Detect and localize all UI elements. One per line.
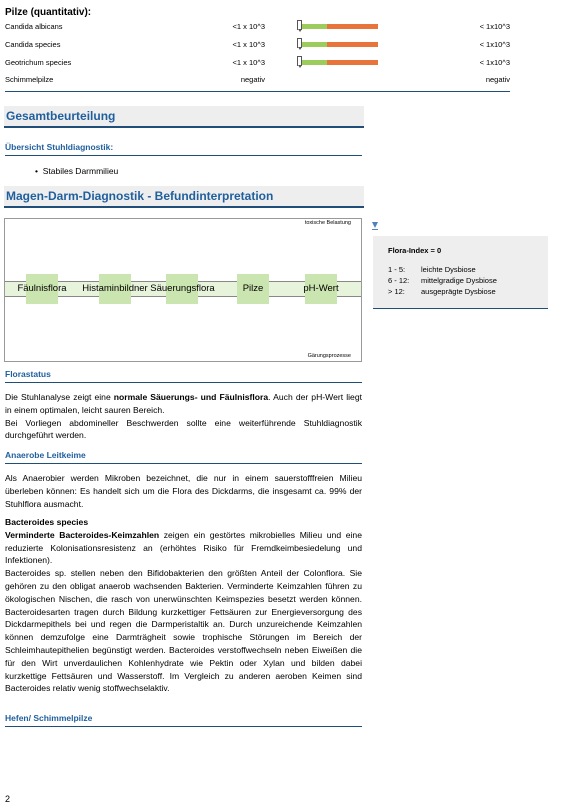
row-name: Schimmelpilze	[5, 75, 54, 84]
page-number: 2	[5, 794, 11, 804]
marker-icon	[297, 38, 302, 48]
magen-darm-title: Magen-Darm-Diagnostik - Befundinterpretation	[4, 186, 364, 208]
anaerobe-paragraph: Als Anaerobier werden Mikroben bezeichnet, die nur in einem sauerstofffreien Milieu überleben können: Es handelt sich um die Flora des Dickdarms, die insgesamt ca. 99% der Stuhlflora ausmacht.	[5, 473, 362, 509]
row-name: Candida species	[5, 40, 61, 49]
florastatus-paragraph: Die Stuhlanalyse zeigt eine normale Säuerungs- und Fäulnisflora. Auch der pH-Wert liegt in einem optimalen, leicht sauren Bereich. Bei Vorliegen abdomineller Beschwerden sollte eine weiterführende Stuhldiagnostik durchgeführt werden.	[5, 392, 362, 441]
bullet-text: Stabiles Darmmilieu	[42, 166, 119, 176]
row-result: negativ	[485, 75, 510, 84]
pilze-title: Pilze (quantitativ):	[5, 7, 92, 18]
diagram-bottom-label: Gärungsprozesse	[307, 353, 351, 359]
pilze-row-schimmelpilze	[5, 73, 510, 87]
uebersicht-heading: Übersicht Stuhldiagnostik:	[5, 142, 362, 156]
range-bar	[298, 24, 378, 29]
range-bar	[298, 42, 378, 47]
row-result: < 1x10^3	[479, 58, 510, 67]
flora-diagram	[4, 218, 362, 362]
flora-index-row: > 12: ausgeprägte Dysbiose	[388, 287, 496, 296]
divider	[5, 91, 510, 92]
diagram-top-label: toxische Belastung	[304, 220, 351, 226]
range-bar	[298, 60, 378, 65]
hefen-heading: Hefen/ Schimmelpilze	[5, 713, 362, 727]
row-reference: <1 x 10^3	[232, 22, 265, 31]
row-name: Candida albicans	[5, 22, 63, 31]
marker-icon	[297, 56, 302, 66]
row-reference: <1 x 10^3	[232, 40, 265, 49]
marker-icon	[297, 20, 302, 30]
row-result: < 1x10^3	[479, 22, 510, 31]
anaerobe-heading: Anaerobe Leitkeime	[5, 450, 362, 464]
arrow-line	[372, 229, 378, 230]
category-saeuerungsflora: Säuerungsflora	[150, 283, 215, 294]
pilze-row-candida-albicans	[5, 20, 510, 34]
arrow-down-icon	[372, 222, 378, 228]
pilze-row-geotrichum	[5, 56, 510, 70]
category-ph-wert: pH-Wert	[303, 283, 339, 294]
bullet-item: • Stabiles Darmmilieu	[35, 166, 119, 176]
gesamtbeurteilung-title: Gesamtbeurteilung	[4, 106, 364, 128]
row-name: Geotrichum species	[5, 58, 72, 67]
row-result: < 1x10^3	[479, 40, 510, 49]
category-faeulnisflora: Fäulnisflora	[17, 283, 67, 294]
florastatus-heading: Florastatus	[5, 369, 362, 383]
flora-index-box	[373, 236, 548, 309]
flora-index-row: 6 - 12: mittelgradige Dysbiose	[388, 276, 497, 285]
flora-index-row: 1 - 5: leichte Dysbiose	[388, 265, 476, 274]
bacteroides-paragraph: Bacteroides species Verminderte Bacteroides-Keimzahlen zeigen ein gestörtes mikrobielles Milieu und eine reduzierte Kolonisationsresistenz an (erhöhtes Risiko für Fremdkeimbesiedelung und Infektionen). Bacteroides sp. stellen neben den Bifidobakterien den größten Anteil der Colonflora. Sie gehören zu den obligat anaerob wachsenden Bakterien. Verminderte Keimzahlen führen zu ökologischen Nischen, die rasch von unerwünschten Keimspezies besetzt werden können. Bacteroidesarten tragen durch Bildung kurzkettiger Fettsäuren zur Energieversorgung des Dickdarmepithels bei und regen die Darmperistaltik an. Durch unzureichende Keimzahlen können demzufolge eine Darmträgheit sowie trophische Störungen im Bereich der Schleimhautepithelien begünstigt werden. Bacteroides verstoffwechseln neben Eiweißen die für den Wirt unverdaulichen Kohlenhydrate wie Pektin oder Xylan und bilden dabei kurzkettige Fettsäuren und Wasserstoff. Im Vergleich zu anderen aeroben Keimen sind Bacteroides relativ wenig stoffwechselaktiv.	[5, 517, 362, 694]
flora-index-title: Flora-Index = 0	[388, 246, 442, 255]
row-reference: negativ	[240, 75, 265, 84]
row-reference: <1 x 10^3	[232, 58, 265, 67]
category-pilze: Pilze	[242, 283, 264, 294]
category-histaminbildner: Histaminbildner	[82, 283, 148, 294]
pilze-row-candida-species	[5, 38, 510, 52]
